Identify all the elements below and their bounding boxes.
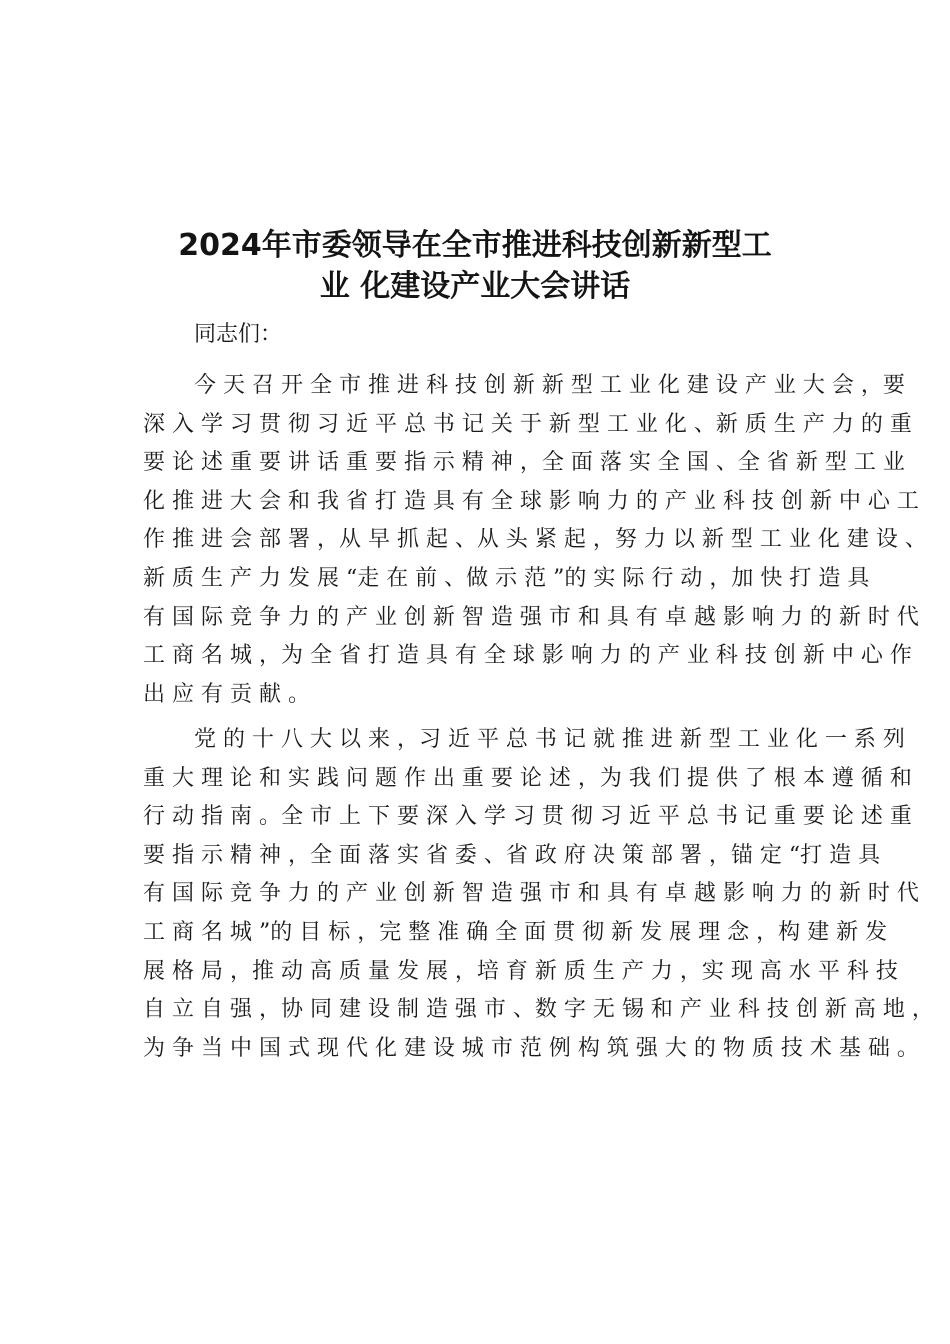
paragraph-line: 化 推 进 大 会 和 我 省 打 造 具 有 全 球 影 响 力 的 产 业 科 技 创 新 中 心 工 bbox=[143, 488, 919, 514]
document-title-line-1: 2024年市委领导在全市推进科技创新新型工 bbox=[178, 228, 772, 263]
paragraph-line: 展 格 局 ，推 动 高 质 量 发 展 ，培 育 新 质 生 产 力 ，实 现 高 水 平 科 技 bbox=[143, 958, 898, 984]
paragraph-line: 自 立 自 强 ，协 同 建 设 制 造 强 市 、数 字 无 锡 和 产 业 科 技 创 新 高 地 ， bbox=[143, 997, 934, 1023]
document-title-line-2: 业 化建设产业大会讲话 bbox=[319, 269, 631, 304]
paragraph-line: 重 大 理 论 和 实 践 问 题 作 出 重 要 论 述 ，为 我 们 提 供 了 根 本 遵 循 和 bbox=[143, 765, 912, 791]
paragraph-line: 要 论 述 重 要 讲 话 重 要 指 示 精 神 ，全 面 落 实 全 国 、全 省 新 型 工 业 bbox=[143, 450, 905, 476]
paragraph-line: 行 动 指 南 。全 市 上 下 要 深 入 学 习 贯 彻 习 近 平 总 书 记 重 要 论 述 重 bbox=[143, 804, 912, 830]
paragraph-line: 新 质 生 产 力 发 展 “走 在 前 、做 示 范 ”的 实 际 行 动 ，加 快 打 造 具 bbox=[143, 565, 870, 591]
paragraph-1 bbox=[143, 367, 927, 714]
paragraph-line: 作 推 进 会 部 署 ，从 早 抓 起 、从 头 紧 起 ，努 力 以 新 型 工 业 化 建 设 、 bbox=[143, 527, 927, 553]
paragraph-line: 工 商 名 城 ，为 全 省 打 造 具 有 全 球 影 响 力 的 产 业 科 技 创 新 中 心 作 bbox=[143, 643, 912, 669]
paragraph-line: 为 争 当 中 国 式 现 代 化 建 设 城 市 范 例 构 筑 强 大 的 物 质 技 术 基 础 。 bbox=[143, 1035, 919, 1061]
paragraph-line: 工 商 名 城 ”的 目 标 ，完 整 准 确 全 面 贯 彻 新 发 展 理 念 ，构 建 新 发 bbox=[143, 919, 888, 945]
paragraph-line: 深 入 学 习 贯 彻 习 近 平 总 书 记 关 于 新 型 工 业 化 、新 质 生 产 力 的 重 bbox=[143, 411, 912, 437]
paragraph-line: 今 天 召 开 全 市 推 进 科 技 创 新 新 型 工 业 化 建 设 产 业 大 会 ，要 bbox=[194, 373, 905, 398]
paragraph-line: 出 应 有 贡 献 。 bbox=[143, 681, 310, 707]
paragraph-line: 有 国 际 竞 争 力 的 产 业 创 新 智 造 强 市 和 具 有 卓 越 影 响 力 的 新 时 代 bbox=[143, 881, 919, 907]
paragraph-line: 有 国 际 竞 争 力 的 产 业 创 新 智 造 强 市 和 具 有 卓 越 影 响 力 的 新 时 代 bbox=[143, 604, 919, 630]
paragraph-2 bbox=[143, 721, 934, 1068]
paragraph-line: 要 指 示 精 神 ，全 面 落 实 省 委 、省 政 府 决 策 部 署 ，锚 定 “打 造 具 bbox=[143, 842, 881, 868]
paragraph-line: 党 的 十 八 大 以 来 ，习 近 平 总 书 记 就 推 进 新 型 工 业 化 一 系 列 bbox=[194, 727, 905, 752]
salutation: 同志们： bbox=[194, 322, 283, 347]
